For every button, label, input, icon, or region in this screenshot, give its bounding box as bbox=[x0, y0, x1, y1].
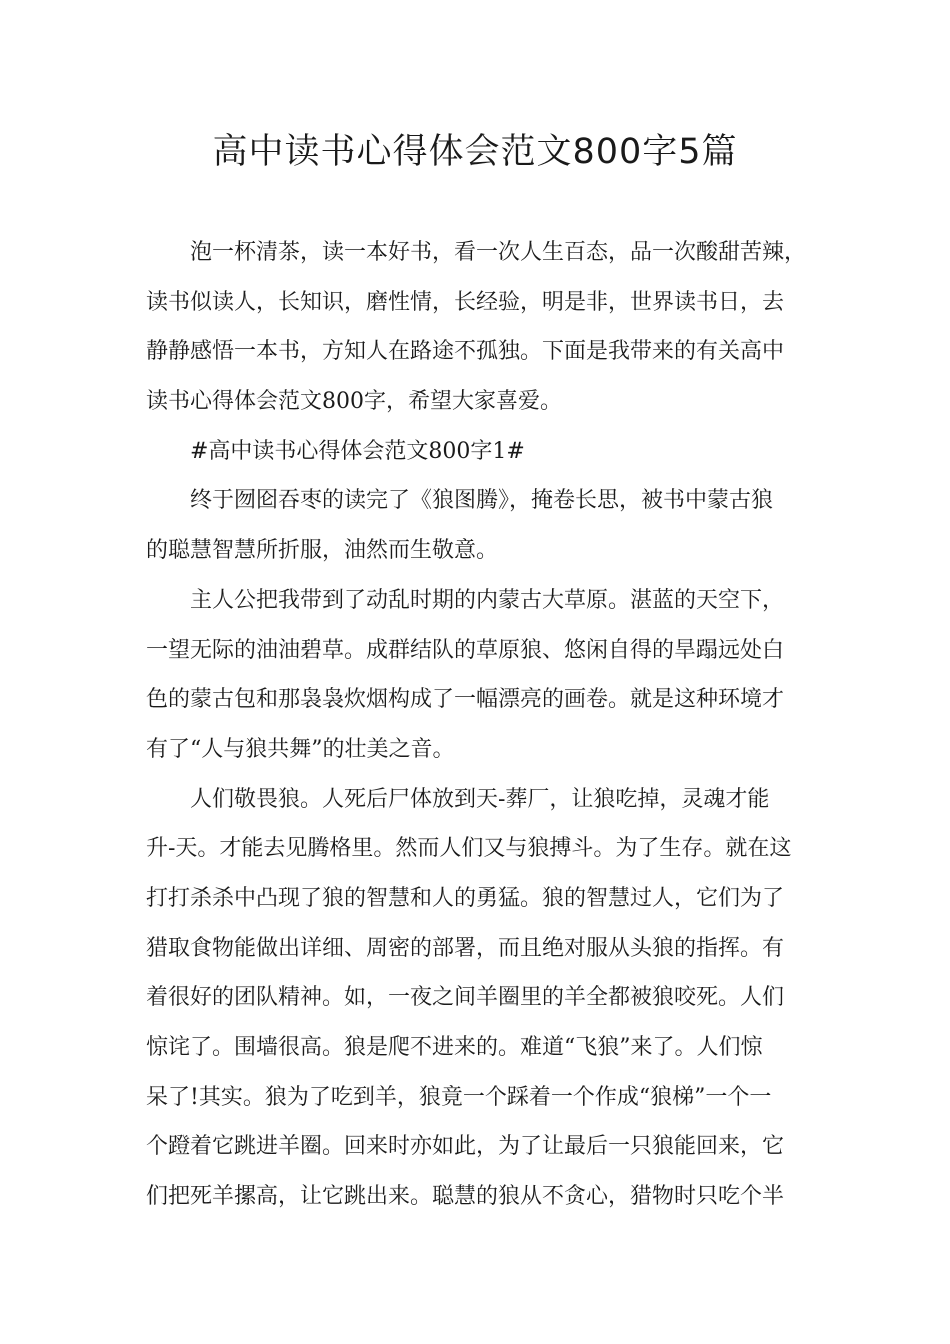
document-title: 高中读书心得体会范文800字5篇 bbox=[212, 132, 738, 172]
text-line: 终于囫囵吞枣的读完了《狼图腾》，掩卷长思，被书中蒙古狼 bbox=[190, 488, 774, 514]
text-line: 的聪慧智慧所折服，油然而生敬意。 bbox=[146, 538, 499, 564]
text-line: 静静感悟一本书，方知人在路途不孤独。下面是我带来的有关高中 bbox=[146, 339, 785, 365]
text-line: 着很好的团队精神。如，一夜之间羊圈里的羊全都被狼咬死。人们 bbox=[146, 985, 785, 1011]
text-line: 色的蒙古包和那袅袅炊烟构成了一幅漂亮的画卷。就是这种环境才 bbox=[146, 687, 785, 713]
text-line: 读书心得体会范文800字，希望大家喜爱。 bbox=[146, 389, 562, 415]
text-line: 泡一杯清茶，读一本好书，看一次人生百态，品一次酸甜苦辣， bbox=[190, 240, 807, 265]
text-line: 猎取食物能做出详细、周密的部署，而且绝对服从头狼的指挥。有 bbox=[146, 935, 785, 961]
text-line: 们把死羊摞高，让它跳出来。聪慧的狼从不贪心，猎物时只吃个半 bbox=[146, 1184, 785, 1210]
text-line: 有了“人与狼共舞”的壮美之音。 bbox=[146, 736, 455, 762]
text-line: 读书似读人，长知识，磨性情，长经验，明是非，世界读书日，去 bbox=[146, 289, 785, 315]
text-line: 一望无际的油油碧草。成群结队的草原狼、悠闲自得的旱蹋远处白 bbox=[146, 637, 785, 663]
text-line: 打打杀杀中凸现了狼的智慧和人的勇猛。狼的智慧过人，它们为了 bbox=[146, 885, 785, 911]
text-line: 惊诧了。围墙很高。狼是爬不进来的。难道“飞狼”来了。人们惊 bbox=[146, 1035, 763, 1060]
text-line: 升-天。才能去见腾格里。然而人们又与狼搏斗。为了生存。就在这 bbox=[146, 836, 792, 862]
text-line: 主人公把我带到了动乱时期的内蒙古大草原。湛蓝的天空下， bbox=[190, 587, 785, 613]
document-body bbox=[146, 228, 818, 1222]
text-line: 个蹬着它跳进羊圈。回来时亦如此，为了让最后一只狼能回来，它 bbox=[146, 1134, 785, 1160]
text-line: 呆了!其实。狼为了吃到羊，狼竟一个踩着一个作成“狼梯”一个一 bbox=[146, 1084, 772, 1110]
text-line: 人们敬畏狼。人死后尸体放到天-葬厂，让狼吃掉，灵魂才能 bbox=[190, 786, 770, 812]
text-line: #高中读书心得体会范文800字1# bbox=[190, 438, 525, 464]
